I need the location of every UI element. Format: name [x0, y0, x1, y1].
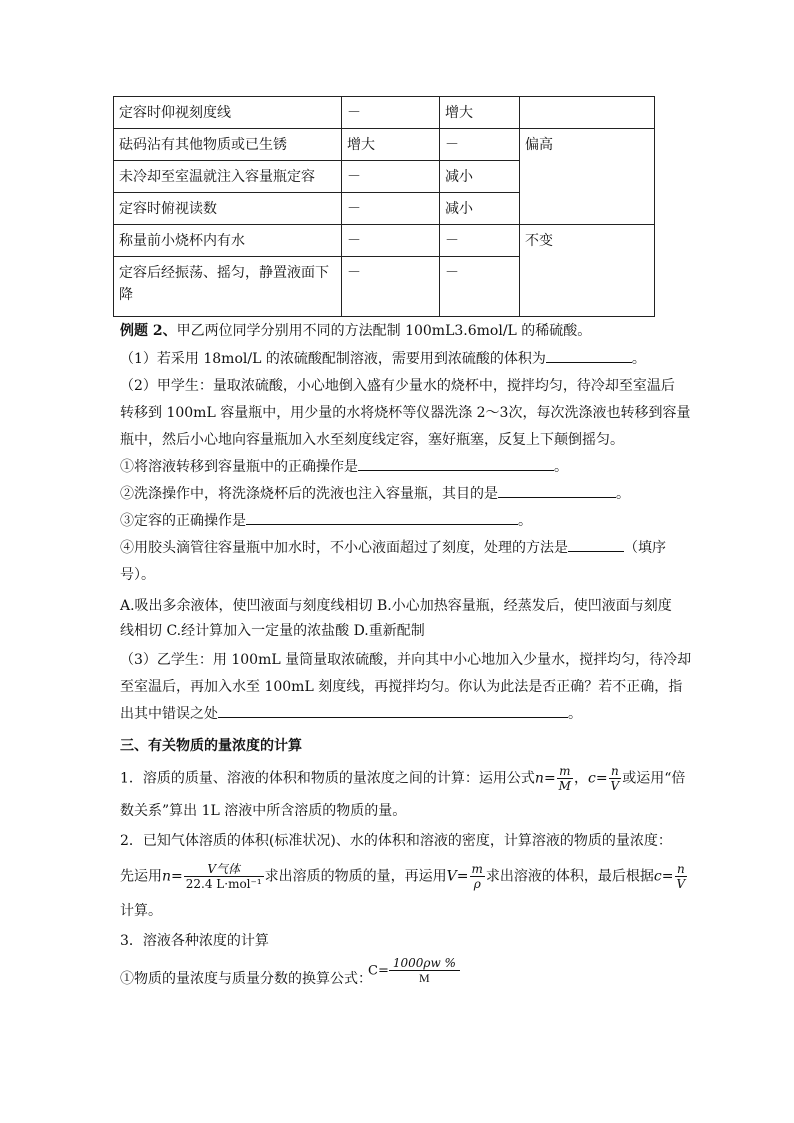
- sub-question-3: [120, 508, 656, 534]
- math-symbol: =: [456, 868, 469, 885]
- example-title: 例题 2、: [120, 323, 177, 339]
- fraction-m-over-rho: [470, 862, 485, 891]
- sub-question-1-text: ①将溶液转移到容量瓶中的正确操作是: [120, 459, 358, 475]
- table-row: [114, 225, 655, 257]
- answer-blank-3[interactable]: [498, 481, 616, 498]
- math-symbol: =: [171, 868, 183, 885]
- question-3-line-2: 至室温后，再加入水至 100mL 刻度线，再搅拌均匀。你认为此法是否正确？若不正确，指: [120, 679, 683, 695]
- fraction-numerator: 1000ρw %: [389, 956, 460, 971]
- paragraph-1-line-2: 数关系”算出 1L 溶液中所含溶质的物质的量。: [120, 803, 407, 819]
- punct: 。: [518, 513, 532, 529]
- table-cell: 定容时仰视刻度线: [114, 97, 342, 129]
- fraction-n-over-V: [609, 764, 622, 793]
- section-heading: 三、有关物质的量浓度的计算: [120, 738, 302, 754]
- answer-blank-5[interactable]: [568, 535, 624, 552]
- fraction-denominator: M: [419, 971, 430, 985]
- fraction-denominator: M: [558, 779, 571, 793]
- math-symbol: =: [595, 770, 608, 787]
- fraction-numerator: n: [675, 862, 688, 877]
- answer-blank-2[interactable]: [358, 454, 554, 471]
- punct: 。: [631, 351, 646, 367]
- fraction-denominator: V: [676, 877, 686, 891]
- paragraph-2-mid: 求出溶质的物质的量，再运用: [264, 868, 447, 885]
- table-cell: －: [342, 97, 440, 129]
- fraction-n-over-V: [675, 862, 688, 891]
- table-cell: [520, 97, 655, 129]
- paragraph-2-mid-2: 求出溶液的体积，最后根据: [485, 868, 654, 885]
- paragraph-2-line-3: 计算。: [120, 903, 162, 919]
- sub-question-1: [120, 454, 656, 480]
- table-row: [114, 97, 655, 129]
- formula-fraction: [389, 956, 460, 986]
- table-cell: －: [440, 129, 520, 161]
- options-line-2: 线相切 C.经计算加入一定量的浓盐酸 D.重新配制: [120, 623, 425, 639]
- answer-blank-4[interactable]: [246, 508, 518, 525]
- table-cell: 增大: [342, 129, 440, 161]
- table-row: [114, 129, 655, 161]
- answer-blank-6[interactable]: [218, 701, 568, 718]
- table-cell: －: [342, 193, 440, 225]
- fraction-denominator: 22.4 L·mol⁻¹: [185, 877, 262, 891]
- error-analysis-table: [113, 96, 655, 317]
- example-intro-text: 甲乙两位同学分别用不同的方法配制 100mL3.6mol/L 的稀硫酸。: [176, 323, 592, 339]
- paragraph-3: 3．溶液各种浓度的计算: [120, 933, 269, 949]
- question-2-line-3: 瓶中，然后小心地向容量瓶加入水至刻度线定容，塞好瓶塞，反复上下颠倒摇匀。: [120, 432, 624, 448]
- fraction-numerator: n: [609, 764, 622, 779]
- paragraph-2-line-2: [120, 862, 686, 891]
- options-line-1: A.吸出多余液体，使凹液面与刻度线相切 B.小心加热容量瓶，经蒸发后，使凹液面与刻度: [120, 598, 672, 614]
- table-cell: －: [342, 257, 440, 317]
- sub-question-4-line-2: 号）。: [120, 567, 155, 583]
- question-3-line-3: [120, 701, 656, 727]
- fraction-numerator: m: [471, 862, 483, 876]
- table-cell-result-same: 不变: [520, 225, 655, 317]
- sub-question-3-text: ③定容的正确操作是: [120, 513, 246, 529]
- math-symbol: n: [534, 770, 544, 787]
- paragraph-4-text: ①物质的量浓度与质量分数的换算公式：: [120, 971, 372, 987]
- table-cell: 定容后经振荡、摇匀，静置液面下降: [114, 257, 342, 317]
- punct: 。: [616, 486, 630, 502]
- question-1: [120, 346, 656, 372]
- table-cell: 砝码沾有其他物质或已生锈: [114, 129, 342, 161]
- table-cell: 减小: [440, 161, 520, 193]
- paragraph-1-tail: 或运用“倍: [622, 770, 686, 787]
- table-cell: 减小: [440, 193, 520, 225]
- table-cell: －: [342, 161, 440, 193]
- sub-question-2: [120, 481, 656, 507]
- paragraph-2-text: 先运用: [120, 868, 162, 885]
- question-2-line-2: 转移到 100mL 容量瓶中，用少量的水将烧杯等仪器洗涤 2～3次，每次洗涤液也转移到容量: [120, 405, 691, 421]
- fraction-m-over-M: [557, 764, 573, 793]
- paragraph-1-text: 1．溶质的质量、溶液的体积和物质的量浓度之间的计算：运用公式: [120, 770, 535, 787]
- sub-question-2-text: ②洗涤操作中，将洗涤烧杯后的洗液也注入容量瓶，其目的是: [120, 486, 498, 502]
- table-cell-result-high: 偏高: [520, 129, 655, 225]
- sub-question-4: [120, 535, 666, 561]
- math-symbol: c: [587, 770, 596, 787]
- question-1-text: （1）若采用 18mol/L 的浓硫酸配制溶液，需要用到浓硫酸的体积为: [120, 351, 546, 367]
- punct: 。: [568, 706, 582, 722]
- math-symbol: =: [543, 770, 556, 787]
- paragraph-1: [120, 764, 686, 793]
- answer-blank-1[interactable]: [546, 346, 632, 363]
- example-intro: [120, 318, 656, 344]
- fraction-denominator: V: [610, 779, 620, 793]
- question-3-line-1: （3）乙学生：用 100mL 量筒量取浓硫酸，并向其中小心地加入少量水，搅拌均匀，待冷却: [120, 652, 692, 668]
- table-cell: －: [342, 225, 440, 257]
- sub-question-4-tail: （填序: [624, 540, 666, 556]
- table-cell: 定容时俯视读数: [114, 193, 342, 225]
- table-cell: －: [440, 225, 520, 257]
- math-symbol: =: [661, 868, 674, 885]
- question-3-line-3-text: 出其中错误之处: [120, 706, 218, 722]
- table-cell: 未冷却至室温就注入容量瓶定容: [114, 161, 342, 193]
- table-cell: －: [440, 257, 520, 317]
- math-symbol: n: [162, 868, 172, 885]
- paragraph-2-line-1: 2．已知气体溶质的体积(标准状况)、水的体积和溶液的密度，计算溶液的物质的量浓度：: [120, 833, 672, 849]
- fraction-v-over-molar-volume: [184, 862, 264, 891]
- punct: 。: [554, 459, 568, 475]
- question-2-line-1: （2）甲学生：量取浓硫酸，小心地倒入盛有少量水的烧杯中，搅拌均匀，待冷却至室温后: [120, 378, 675, 394]
- conversion-formula: [368, 956, 460, 986]
- math-symbol: V: [446, 868, 457, 885]
- math-symbol: c: [653, 868, 662, 885]
- fraction-denominator: ρ: [473, 877, 481, 891]
- punct: ，: [573, 770, 588, 787]
- table-cell: 增大: [440, 97, 520, 129]
- table-cell: 称量前小烧杯内有水: [114, 225, 342, 257]
- sub-question-4-text: ④用胶头滴管往容量瓶中加水时，不小心液面超过了刻度，处理的方法是: [120, 540, 568, 556]
- fraction-numerator: m: [557, 764, 573, 779]
- fraction-numerator: V气体: [184, 862, 264, 877]
- formula-lhs: C=: [368, 963, 389, 979]
